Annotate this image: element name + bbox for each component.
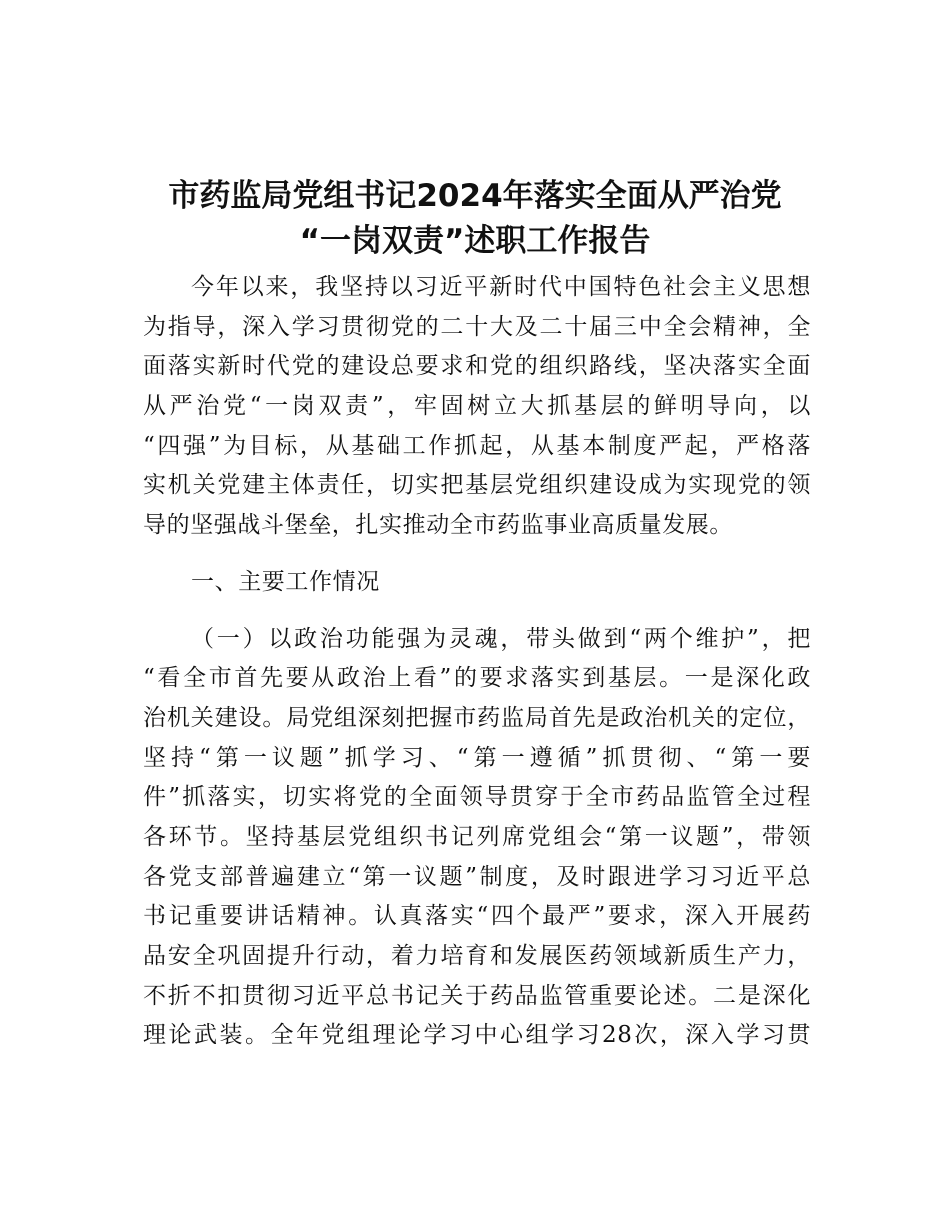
paragraph-gap	[143, 603, 811, 620]
text-line: 书记重要讲话精神。认真落实“四个最严”要求，深入开展药	[143, 903, 811, 930]
text-line: 面落实新时代党的建设总要求和党的组织路线，坚决落实全面	[143, 353, 811, 380]
section-heading: 一、主要工作情况	[191, 568, 380, 595]
text-line: 件”抓落实，切实将党的全面领导贯穿于全市药品监管全过程	[143, 784, 811, 811]
text-line: 治机关建设。局党组深刻把握市药监局首先是政治机关的定位，	[143, 704, 811, 731]
paragraph-gap	[143, 546, 811, 563]
text-line: 各环节。坚持基层党组织书记列席党组会“第一议题”，带领	[143, 823, 811, 850]
text-line: “看全市首先要从政治上看”的要求落实到基层。一是深化政	[143, 665, 811, 692]
text-line: 坚持“第一议题”抓学习、“第一遵循”抓贯彻、“第一要	[143, 744, 811, 771]
paragraph-intro	[143, 268, 811, 546]
document-title-line-2: “一岗双责”述职工作报告	[299, 223, 651, 259]
text-line: 品安全巩固提升行动，着力培育和发展医药领域新质生产力，	[143, 943, 811, 969]
text-line: 为指导，深入学习贯彻党的二十大及二十届三中全会精神，全	[143, 313, 811, 340]
document-body	[143, 268, 811, 1056]
document-title-line-1: 市药监局党组书记2024年落实全面从严治党	[168, 178, 782, 214]
text-line: 从严治党“一岗双责”，牢固树立大抓基层的鲜明导向，以	[143, 393, 811, 420]
text-line: （一）以政治功能强为灵魂，带头做到“两个维护”，把	[191, 625, 811, 652]
paragraph-section-1	[143, 620, 811, 1057]
text-line: 导的坚强战斗堡垒，扎实推动全市药监事业高质量发展。	[143, 512, 733, 539]
text-line: 实机关党建主体责任，切实把基层党组织建设成为实现党的领	[143, 472, 811, 499]
text-line: 不折不扣贯彻习近平总书记关于药品监管重要论述。二是深化	[143, 982, 811, 1009]
text-line: 今年以来，我坚持以习近平新时代中国特色社会主义思想	[191, 274, 811, 300]
text-line: 理论武装。全年党组理论学习中心组学习28次，深入学习贯	[143, 1022, 811, 1049]
text-line: “四强”为目标，从基础工作抓起，从基本制度严起，严格落	[143, 432, 811, 459]
text-line: 各党支部普遍建立“第一议题”制度，及时跟进学习习近平总	[143, 863, 811, 890]
